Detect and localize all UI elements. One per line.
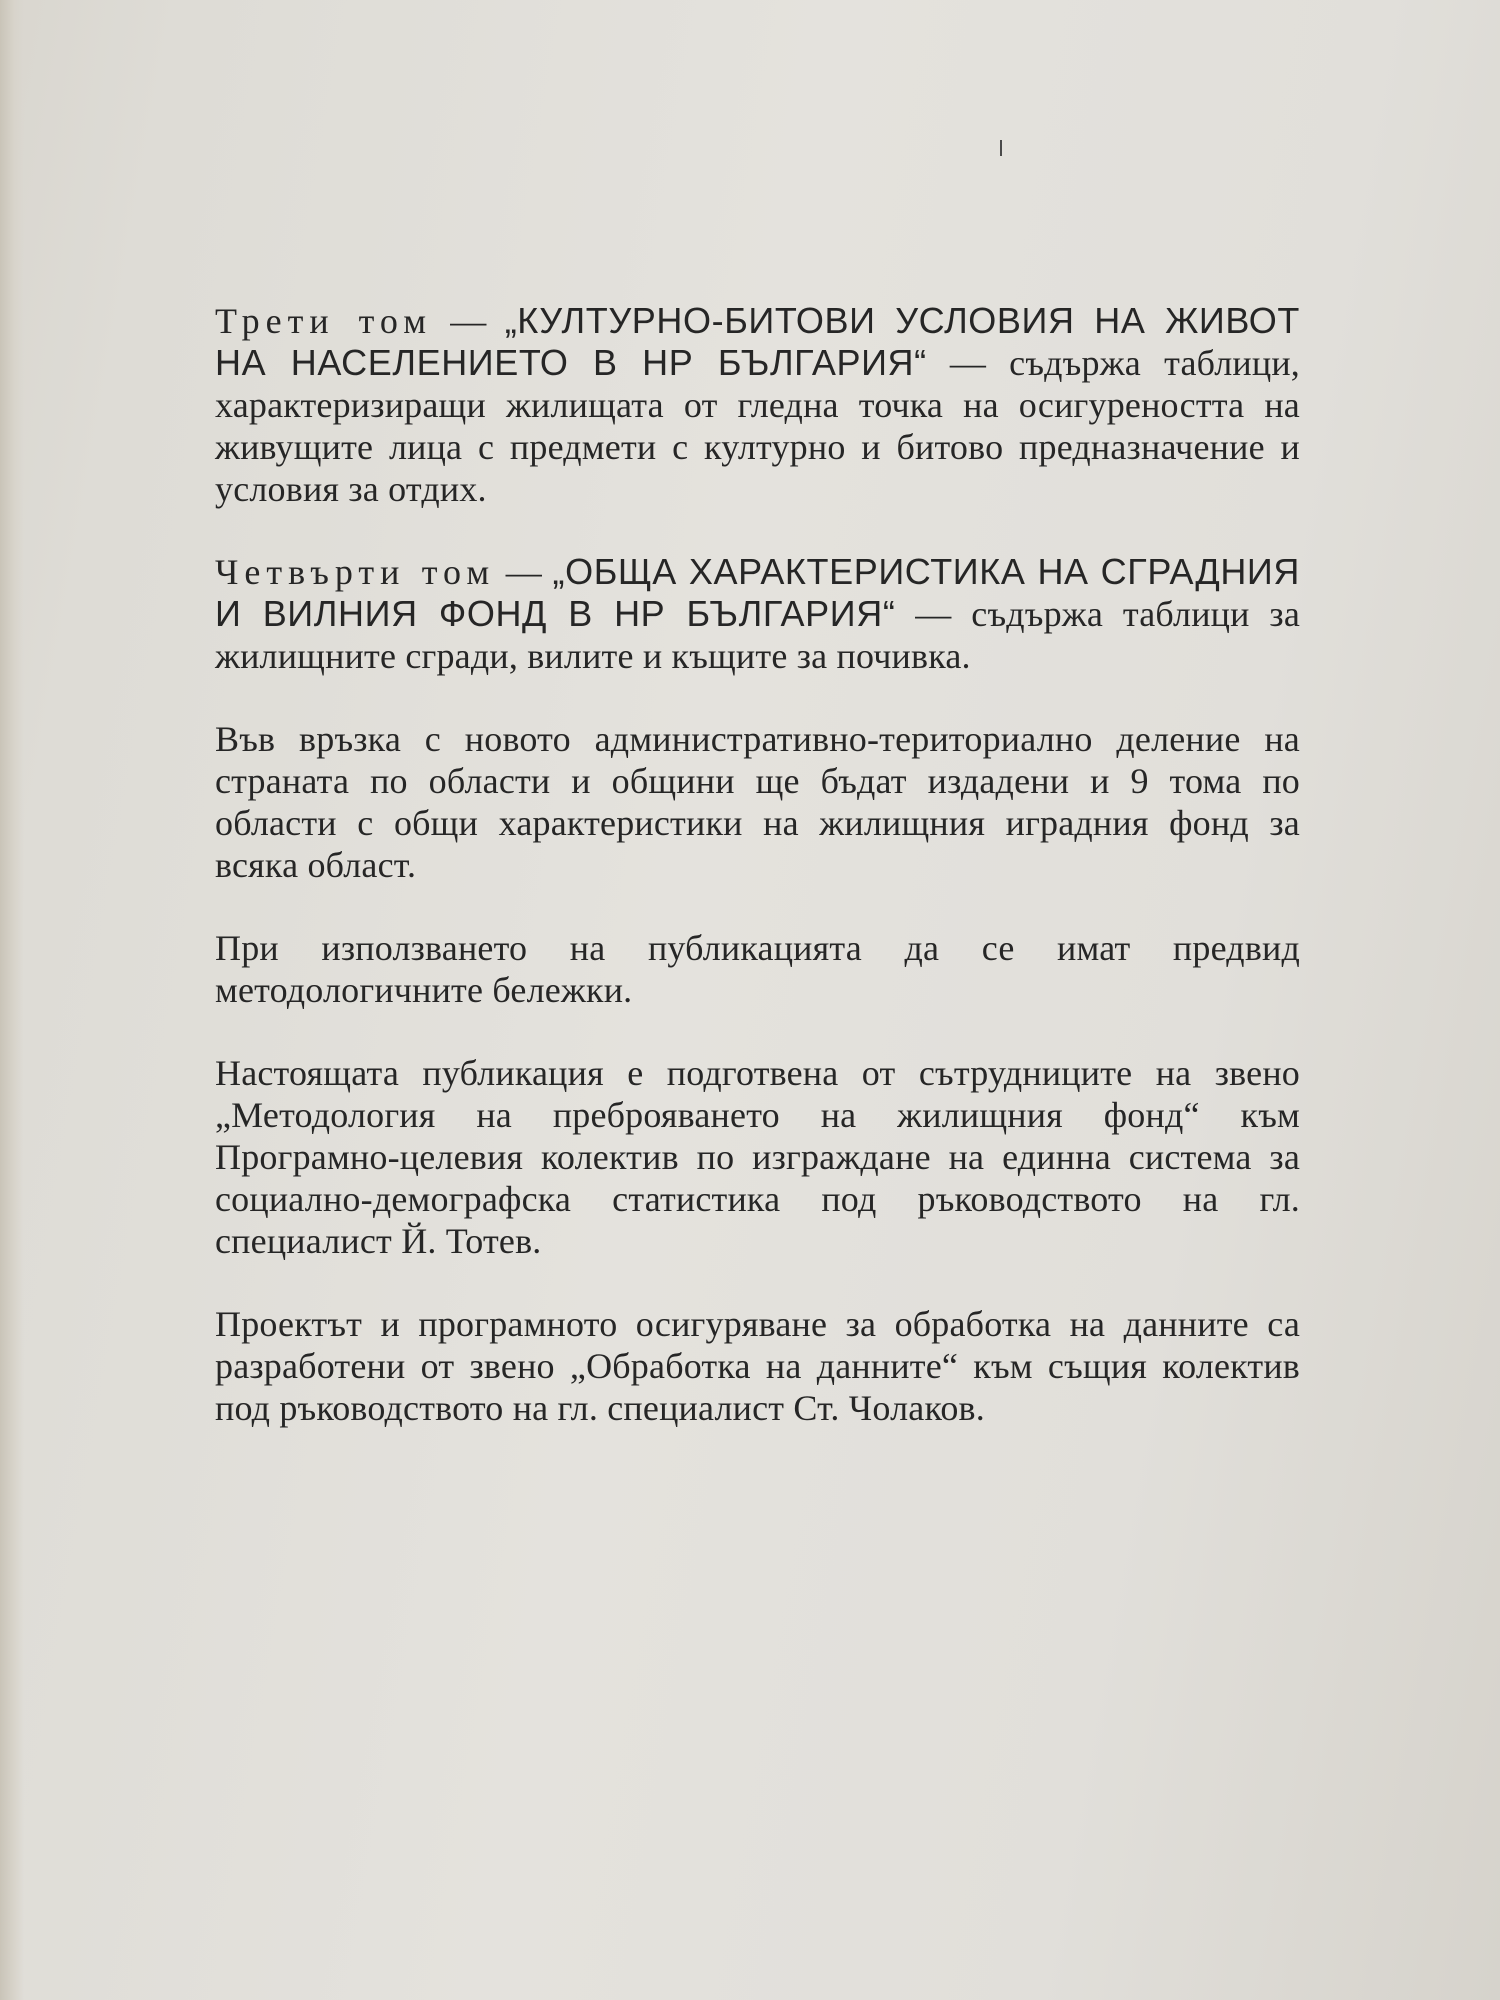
paragraph-processing: Проектът и програмното осигуряване за обработка на данните са разработени от звено „Обработка на данните“ към същия колектив под ръководството на гл. специалист Ст. Чолаков. bbox=[215, 1304, 1300, 1428]
paragraph-methodology-note: При използването на публикацията да се имат предвид методологичните бележки. bbox=[215, 928, 1300, 1010]
paragraph-volume-4 bbox=[215, 551, 1300, 677]
volume-3-title: „КУЛТУРНО-БИТОВИ УСЛОВИЯ НА ЖИВОТ НА НАСЕЛЕНИЕТО В НР БЪЛГАРИЯ“ bbox=[215, 300, 1301, 383]
volume-4-dash: — bbox=[495, 552, 553, 592]
volume-3-description: — съдържа таблици, характеризиращи жилищата от гледна точка на осигуреността на живущите лица с предмети с културно и битово предназначение и условия за отдих. bbox=[215, 343, 1300, 509]
volume-4-lead: Четвърти том bbox=[215, 552, 496, 592]
page-tick-mark bbox=[1000, 140, 1002, 156]
volume-3-lead: Трети том bbox=[215, 301, 432, 341]
volume-4-title: „ОБЩА ХАРАКТЕРИСТИКА НА СГРАДНИЯ И ВИЛНИЯ ФОНД В НР БЪЛГАРИЯ“ bbox=[215, 551, 1301, 634]
volume-3-dash: — bbox=[432, 301, 505, 341]
page-binding-edge bbox=[0, 0, 24, 2000]
paragraph-prepared-by: Настоящата публикация е подготвена от сътрудниците на звено „Методология на преброяването на жилищния фонд“ към Програмно-целевия колектив по изграждане на единна система за социално-демографска статистика под ръководството на гл. специалист Й. Тотев. bbox=[215, 1053, 1300, 1261]
paragraph-regional-volumes: Във връзка с новото административно-териториално деление на страната по области и общини ще бъдат издадени и 9 тома по области с общи характеристики на жилищния иградния фонд за всяка област. bbox=[215, 719, 1300, 885]
paragraph-volume-3 bbox=[215, 300, 1300, 510]
document-body bbox=[215, 300, 1300, 1470]
volume-4-description: — съдържа таблици за жилищните сгради, вилите и къщите за почивка. bbox=[215, 594, 1301, 676]
